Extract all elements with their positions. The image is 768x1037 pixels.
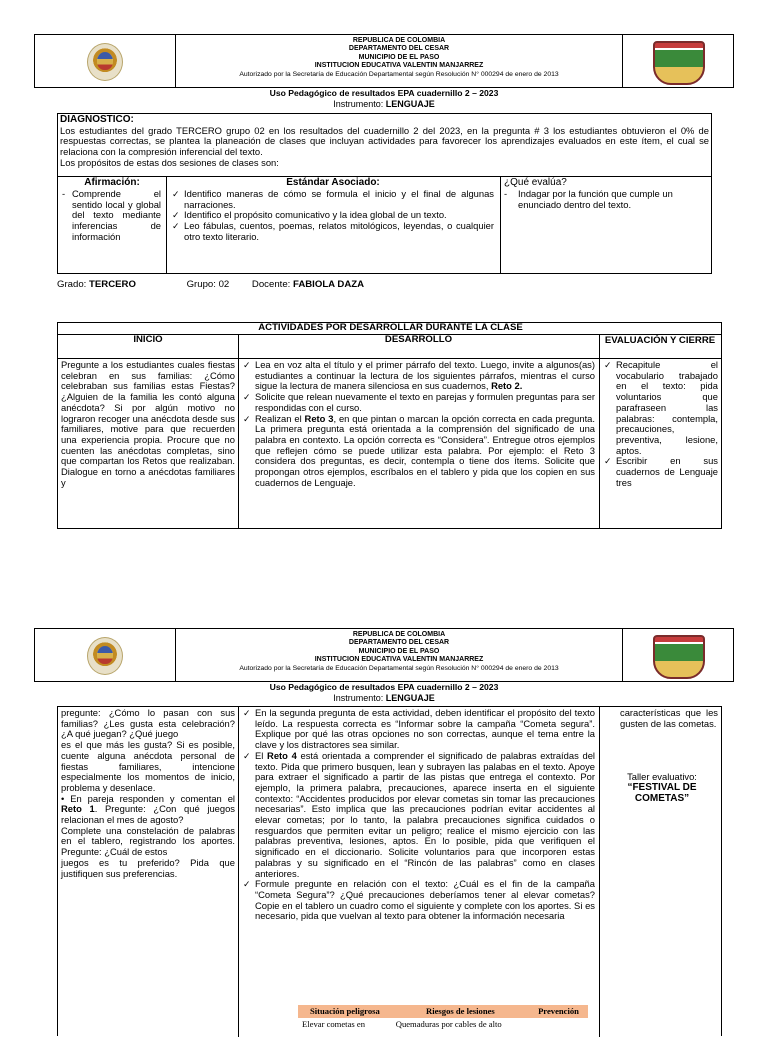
purpose-table — [57, 176, 712, 274]
list-item: ✓ El Reto 4 está orientada a comprender el significado de palabras extraídas del texto. Pida que primero busquen, lean y subrayen las palabas en el texto. Apoye para extraer el significado a partir de las pistas que entrega el contexto. Por ejemplo, la primera palabra, precauciones, aparece inserta en el siguiente contexto: “Accidentes producidos por elevar cometas sin tomar las precauciones necesarias”. Esto implica que las precauciones podrían evitar accidentes al elevar cometas; por lo tanto, la palabra precauciones significa cuidados o resguardos que permiten evitar un peligro; realice el mismo ejercicio con las palabras preventiva, lesiones, aptos. En lo posible, pida que verifiquen el significado en el diccionario. Solicite voluntarios para que incorporen estas palabras y su significado en el “Rincón de las palabras” como en clases anteriores. — [241, 751, 595, 879]
header-line: REPUBLICA DE COLOMBIA — [352, 37, 446, 44]
school-crest-icon — [653, 41, 705, 85]
desarrollo-list-continued — [241, 708, 595, 922]
instrument-line: Instrumento: LENGUAJE — [333, 99, 435, 109]
evalua-title: ¿Qué evalúa? — [504, 177, 567, 188]
afirmacion-title: Afirmación: — [84, 177, 140, 188]
header-text — [175, 631, 623, 673]
header-text — [175, 37, 623, 79]
estandar-list — [170, 189, 494, 243]
header-crest-cell — [622, 629, 733, 681]
header-note: Autorizado por la Secretaría de Educación Departamental según Resolución N° 000294 de enero de 2013 — [239, 664, 559, 672]
activities-title: ACTIVIDADES POR DESARROLLAR DURANTE LA CLASE — [258, 322, 523, 333]
docente-value: FABIOLA DAZA — [293, 279, 365, 290]
risk-cell — [529, 1018, 588, 1031]
list-item: ✓ Lea en voz alta el título y el primer párrafo del texto. Luego, invite a algunos(as) estudiantes a continuar la lectura de los siguientes párrafos, mientras el curso sigue la lectura de manera silenciosa en sus cuadernos, Reto 2. — [241, 360, 595, 392]
list-item: ✓ Solicite que relean nuevamente el texto en parejas y formulen preguntas para ser respondidas con el curso. — [241, 392, 595, 413]
header-logo-cell — [35, 629, 176, 681]
header-logo-cell — [35, 35, 176, 87]
info-line: Grado: TERCERO Grupo: 02 Docente: FABIOLA DAZA — [57, 279, 365, 290]
evaluacion-list — [602, 360, 718, 488]
page-header — [34, 34, 734, 88]
estandar-title: Estándar Asociado: — [286, 177, 380, 188]
diagnostico-box — [57, 113, 712, 177]
school-crest-icon — [653, 635, 705, 679]
list-item: ✓ Identifico el propósito comunicativo y la idea global de un texto. — [170, 210, 494, 221]
risk-header: Riesgos de lesiones — [392, 1005, 529, 1018]
list-item: ✓ Leo fábulas, cuentos, poemas, relatos mitológicos, leyendas, o cualquier otro texto literario. — [170, 221, 494, 242]
risk-table — [298, 1005, 588, 1030]
desarrollo-list — [241, 360, 595, 488]
list-item: ✓ Recapitule el vocabulario trabajado en el texto: pida voluntarios que parafraseen las palabras: contempla, precauciones, preventiva, lesione, aptos. — [602, 360, 718, 456]
eval-taller: Taller evaluativo: — [627, 771, 697, 782]
risk-cell: Elevar cometas en — [302, 1018, 365, 1029]
header-crest-cell — [622, 35, 733, 87]
list-item: ✓ Realizan el Reto 3, en que pintan o marcan la opción correcta en cada pregunta. La primera pregunta está orientada a la comprensión del significado de una palabra en contexto. La opción correcta es “Considera”. Entregue otros ejemplos que reflejen cómo se puede utilizar esta palabra. Por ejemplo: el Reto 3 considera dos preguntas, es decir, contempla o tiene dos ítems. Solicite que propongan otros ejemplos, escríbalos en el tablero y pida que los copien en sus cuadernos de Lenguaje. — [241, 414, 595, 489]
diagnostico-text: Los estudiantes del grado TERCERO grupo 02 en los resultados del cuadernillo 2 del 2023, en la pregunta # 3 los estudiantes obtuvieron el 0% de respuestas correctas, se plantea la planeación de clases que incluyan actividades para favorecer los aprendizajes evaluados en este ítem, el cual se relaciona con la compresión inferencial del texto. — [60, 124, 709, 158]
eval-festival: “FESTIVAL DE COMETAS” — [627, 782, 697, 804]
afirmacion-text: - Comprende el sentido local y global del texto mediante inferencias de información — [62, 188, 161, 242]
grado-value: TERCERO — [89, 279, 136, 290]
activities-table — [57, 322, 722, 529]
header-line: DEPARTAMENTO DEL CESAR — [348, 639, 450, 647]
evalua-text: - Indagar por la función que cumple un enunciado dentro del texto. — [504, 188, 673, 210]
inicio-text-continued: pregunte: ¿Cómo lo pasan con sus familias? ¿Les gusta esta celebración? ¿A qué juegan? ¿Qué juego es el que más les gusta? Si es posible, cuente alguna anécdota personal de fiestas familiares, intencione especialmente los momentos de inicio, problema y desenlace. • En pareja responden y comentan el Reto 1. Pregunte: ¿Con qué juegos relacionan el mes de agosto? Complete una constelación de palabras en el tablero, registrando los aportes. Pregunte: ¿Cuál de estos juegos es tu preferido? Pida que justifiquen sus preferencias. — [61, 707, 235, 879]
grupo-value: 02 — [218, 279, 230, 290]
header-line: MUNICIPIO DE EL PASO — [358, 647, 440, 655]
header-line: INSTITUCION EDUCATIVA VALENTIN MANJARREZ — [314, 656, 484, 664]
activities-table-continued — [57, 706, 722, 1036]
diagnostico-purpose: Los propósitos de estas dos sesiones de clases son: — [60, 156, 279, 168]
risk-header: Prevención — [529, 1005, 588, 1018]
list-item: ✓ Escribir en sus cuadernos de Lenguaje tres — [602, 456, 718, 488]
col-desarrollo: DESARROLLO — [384, 334, 453, 345]
list-item: ✓ En la segunda pregunta de esta actividad, deben identificar el propósito del texto leído. La respuesta correcta es “Informar sobre la campaña “Cometa segura”. Explique por qué las otras opciones no son correctas, aunque el tema entre la clave y los distractores sea similar. — [241, 708, 595, 751]
header-line: INSTITUCION EDUCATIVA VALENTIN MANJARREZ — [314, 62, 484, 70]
risk-cell: Quemaduras por cables de alto — [395, 1018, 502, 1029]
header-note: Autorizado por la Secretaría de Educación Departamental según Resolución N° 000294 de enero de 2013 — [239, 70, 559, 78]
list-item: ✓ Formule pregunte en relación con el texto: ¿Cuál es el fin de la campaña “Cometa Segura”? ¿Qué precauciones deberíamos tener al elevar cometas? Copie en el tablero un cuadro como el siguiente y complete con los aportes. Si es necesario, pida que vuelvan al texto para obtener la información necesaria — [241, 879, 595, 922]
header-line: REPUBLICA DE COLOMBIA — [352, 631, 446, 638]
doc-subtitle: Uso Pedagógico de resultados EPA cuadernillo 2 – 2023 — [269, 682, 499, 692]
col-evaluacion: EVALUACIÓN Y CIERRE — [604, 335, 716, 346]
col-inicio: INICIO — [133, 334, 163, 345]
colombia-seal-icon — [87, 43, 123, 81]
doc-subtitle: Uso Pedagógico de resultados EPA cuadernillo 2 – 2023 — [269, 88, 499, 98]
header-line: DEPARTAMENTO DEL CESAR — [348, 45, 450, 53]
instrument-line: Instrumento: LENGUAJE — [333, 693, 435, 703]
inicio-text: Pregunte a los estudiantes cuales fiestas celebran en sus familias: ¿Cómo celebraban sus familias estas Fiestas? ¿Alguien de la familia les contó alguna anécdota? Si por algún motivo no lograron recoger una anécdota desde sus familiares, motive para que recuerden una experiencia propia. Procure que no cuenten las anécdotas completas, sino que compartan los Retos que realizaban. Dialogue en torno a anécdotas familiares y — [61, 359, 235, 488]
eval-text-continued: características que les gusten de las cometas. — [620, 707, 718, 729]
page-header — [34, 628, 734, 682]
colombia-seal-icon — [87, 637, 123, 675]
risk-header: Situación peligrosa — [298, 1005, 392, 1018]
diagnostico-title: DIAGNOSTICO: — [60, 114, 134, 125]
list-item: ✓ Identifico maneras de cómo se formula el inicio y el final de algunas narraciones. — [170, 189, 494, 210]
header-line: MUNICIPIO DE EL PASO — [358, 53, 440, 61]
